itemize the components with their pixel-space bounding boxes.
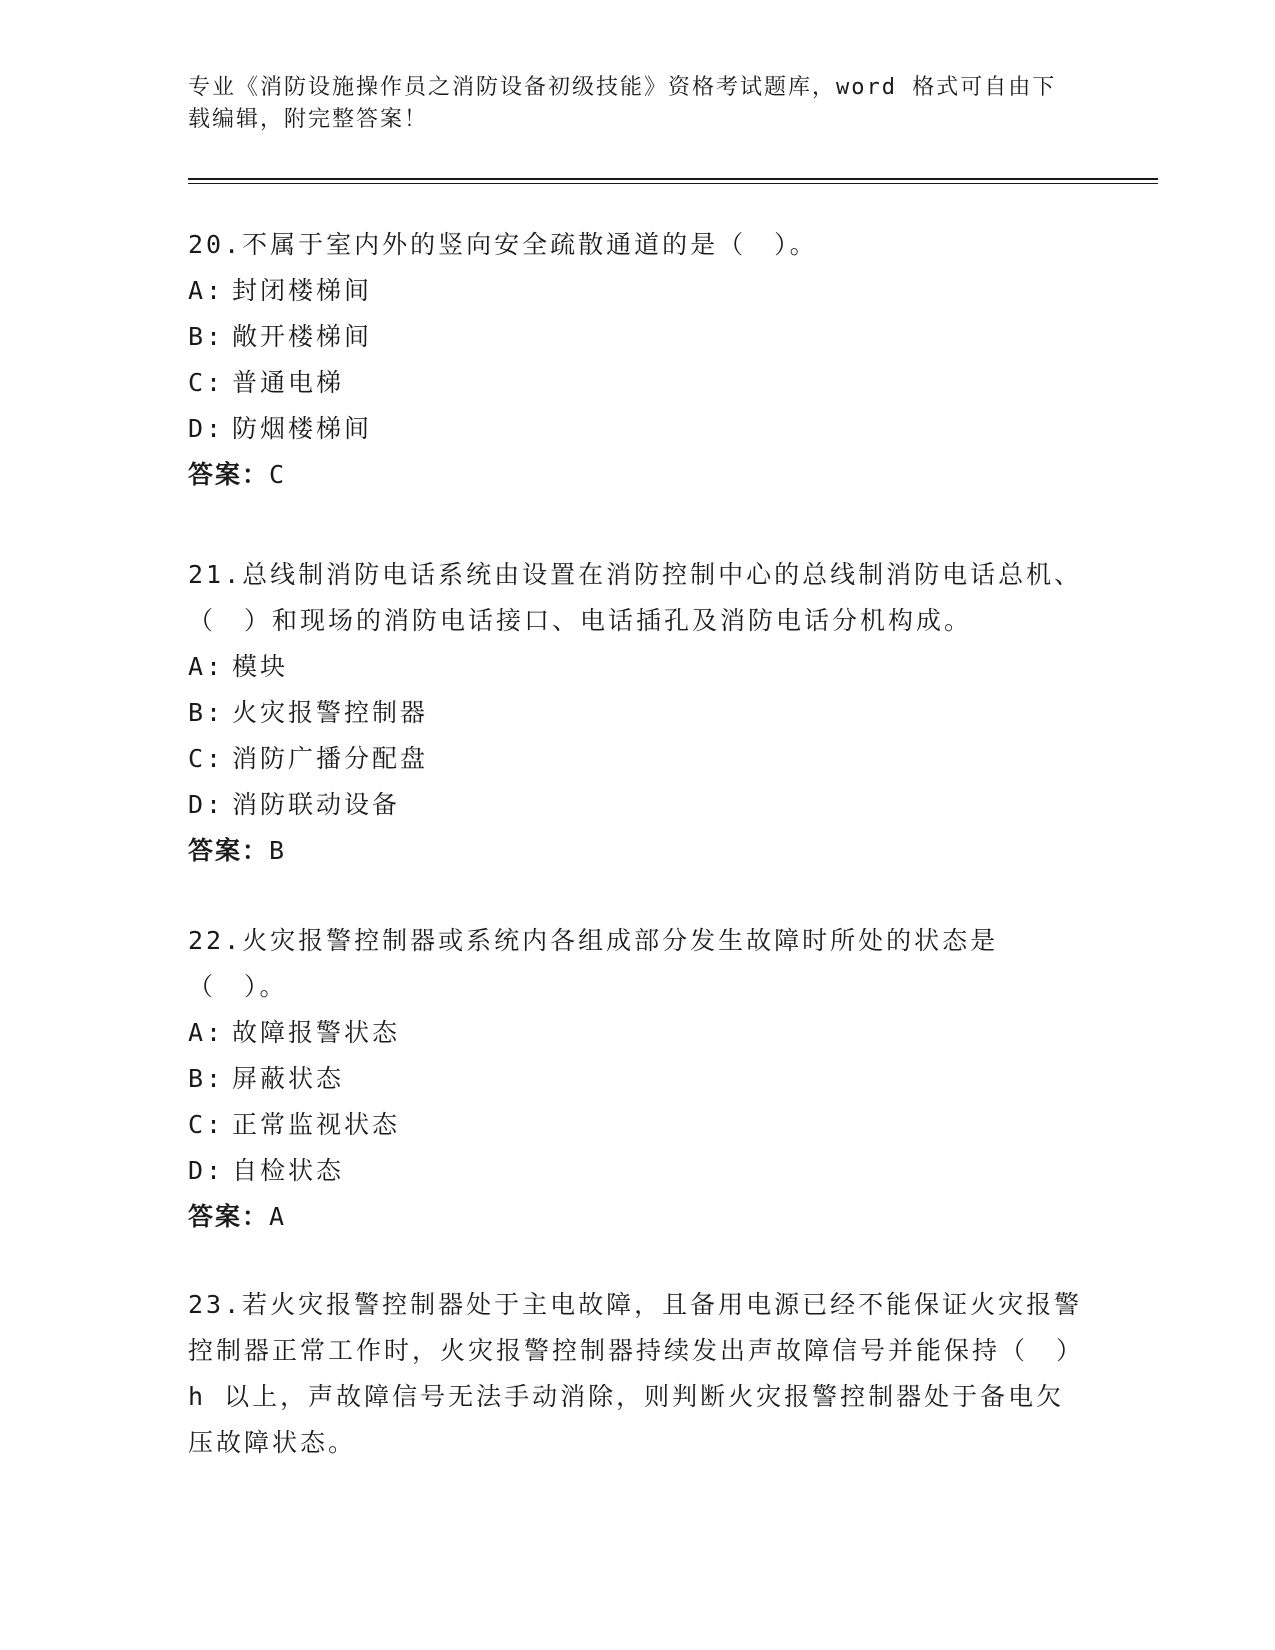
option-text: 火灾报警控制器: [232, 698, 429, 727]
option-d: [188, 782, 1088, 828]
answer-value: B: [269, 836, 287, 865]
option-b: [188, 690, 1088, 736]
header-text: 专业《消防设施操作员之消防设备初级技能》资格考试题库，word 格式可自由下载编辑，附完整答案！: [188, 75, 1057, 132]
option-text: 故障报警状态: [232, 1018, 401, 1047]
option-letter: B:: [188, 322, 225, 351]
header-divider: [188, 178, 1158, 180]
question-stem: 23.若火灾报警控制器处于主电故障，且备用电源已经不能保证火灾报警控制器正常工作时，火灾报警控制器持续发出声故障信号并能保持（ ）h 以上，声故障信号无法手动消除，则判断火灾报警控制器处于备电欠压故障状态。: [188, 1290, 1085, 1457]
answer-line: [188, 1194, 1088, 1240]
answer-value: C: [269, 460, 287, 489]
option-a: [188, 268, 1088, 314]
answer-label: 答案：: [188, 1202, 270, 1231]
option-letter: D:: [188, 790, 225, 819]
option-text: 敞开楼梯间: [232, 322, 373, 351]
question-stem: 20.不属于室内外的竖向安全疏散通道的是（ ）。: [188, 230, 818, 259]
question-20: [188, 222, 1088, 498]
option-c: [188, 1102, 1088, 1148]
question-21: [188, 552, 1088, 874]
option-c: [188, 736, 1088, 782]
option-letter: D:: [188, 1156, 225, 1185]
option-d: [188, 1148, 1088, 1194]
option-text: 自检状态: [232, 1156, 345, 1185]
option-letter: C:: [188, 1110, 225, 1139]
option-b: [188, 314, 1088, 360]
option-letter: A:: [188, 276, 225, 305]
option-letter: A:: [188, 652, 225, 681]
option-text: 模块: [232, 652, 289, 681]
option-letter: B:: [188, 698, 225, 727]
option-text: 正常监视状态: [232, 1110, 401, 1139]
option-text: 屏蔽状态: [232, 1064, 345, 1093]
option-a: [188, 644, 1088, 690]
option-b: [188, 1056, 1088, 1102]
answer-value: A: [269, 1202, 287, 1231]
question-23: [188, 1282, 1088, 1466]
option-letter: C:: [188, 744, 225, 773]
option-letter: B:: [188, 1064, 225, 1093]
option-text: 防烟楼梯间: [232, 414, 373, 443]
option-text: 消防广播分配盘: [232, 744, 429, 773]
question-stem: 21.总线制消防电话系统由设置在消防控制中心的总线制消防电话总机、（ ）和现场的消防电话接口、电话插孔及消防电话分机构成。: [188, 560, 1083, 635]
question-22: [188, 918, 1088, 1240]
option-text: 封闭楼梯间: [232, 276, 373, 305]
answer-label: 答案：: [188, 836, 270, 865]
option-d: [188, 406, 1088, 452]
option-text: 消防联动设备: [232, 790, 401, 819]
option-letter: A:: [188, 1018, 225, 1047]
option-a: [188, 1010, 1088, 1056]
option-c: [188, 360, 1088, 406]
option-letter: D:: [188, 414, 225, 443]
document-header: [188, 72, 1068, 136]
option-letter: C:: [188, 368, 225, 397]
header-divider-thin: [188, 183, 1158, 184]
question-stem: 22.火灾报警控制器或系统内各组成部分发生故障时所处的状态是（ ）。: [188, 926, 999, 1001]
answer-label: 答案：: [188, 460, 270, 489]
answer-line: [188, 452, 1088, 498]
option-text: 普通电梯: [232, 368, 345, 397]
answer-line: [188, 828, 1088, 874]
